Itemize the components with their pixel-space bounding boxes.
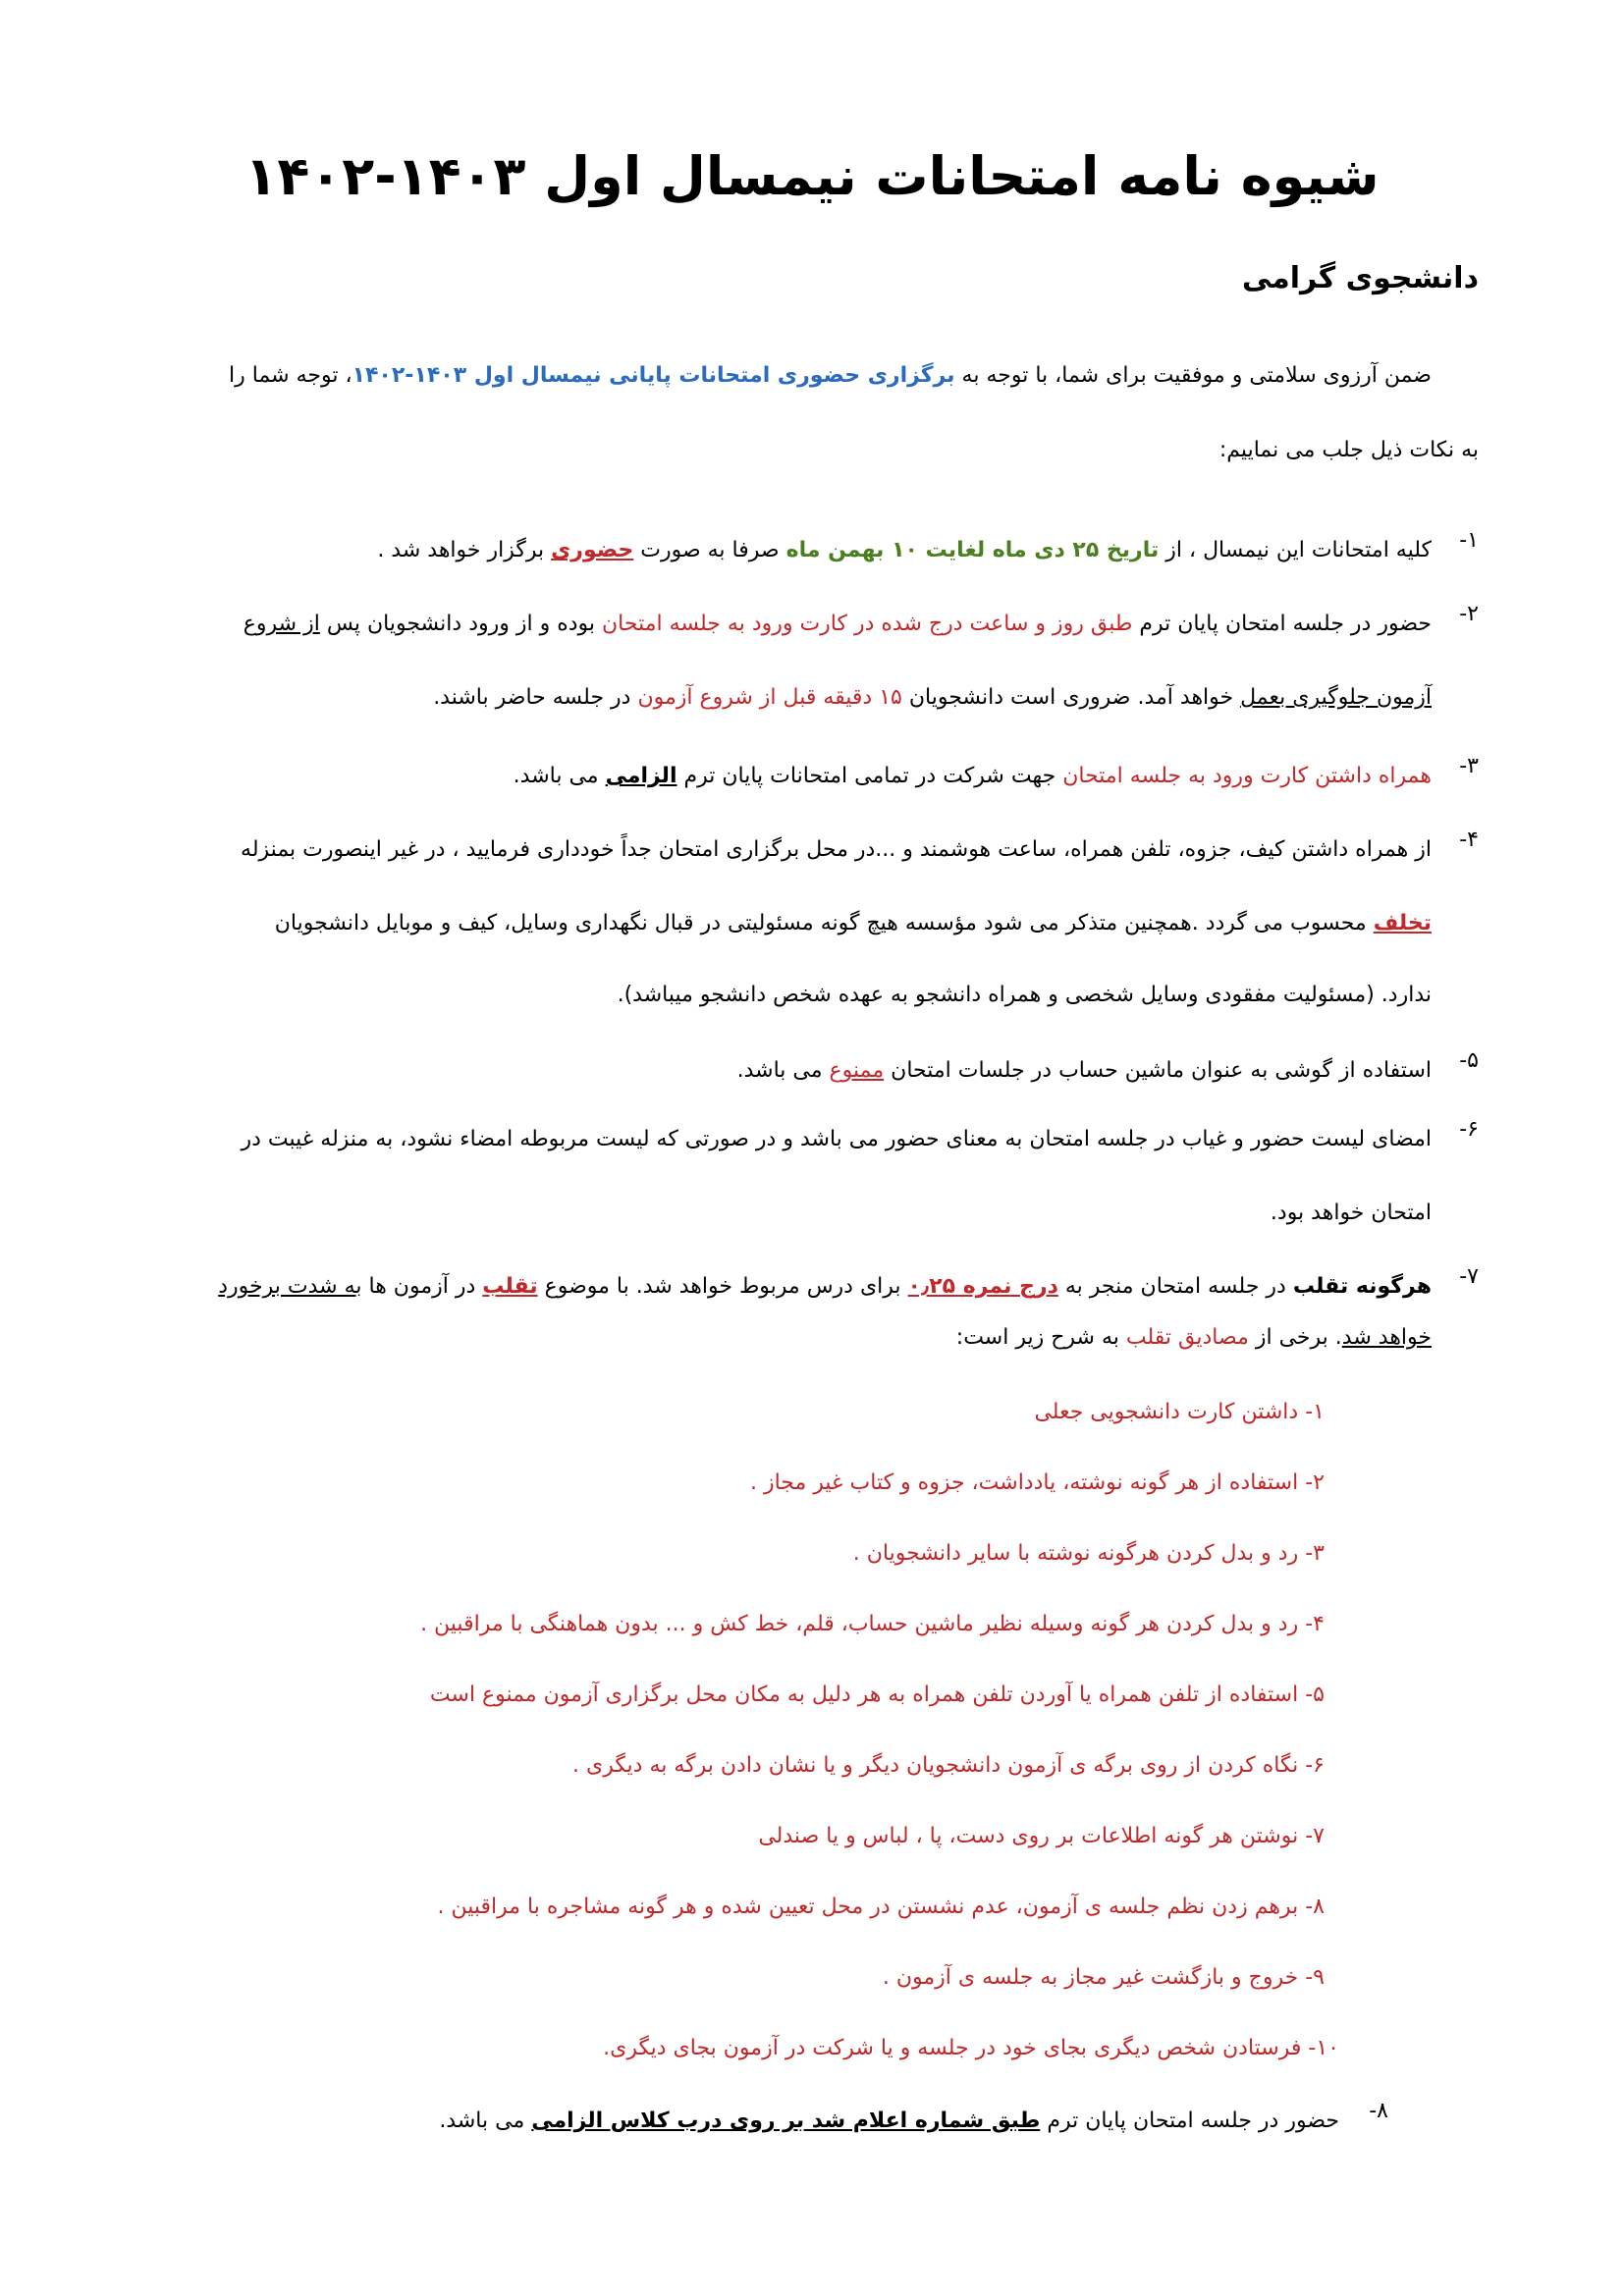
intro-text-a: ضمن آرزوی سلامتی و موفقیت برای شما، با توجه به (954, 363, 1432, 388)
greeting: دانشجوی گرامی (1241, 261, 1479, 295)
item-4-line-2 (275, 913, 1432, 934)
item-3-mandatory: الزامی (605, 764, 677, 788)
item-7-text-b2: . برخی از (1248, 1325, 1342, 1350)
item-3-text-b: جهت شرکت در تمامی امتحانات پایان ترم (677, 764, 1063, 788)
item-4-violation: تخلف (1373, 911, 1432, 935)
example-4-text: رد و بدل کردن هر گونه وسیله نظیر ماشین حساب، قلم، خط کش و ... بدون هماهنگی با مراقبین . (420, 1612, 1299, 1636)
item-8-text-c: می باشد. (439, 2109, 532, 2133)
example-1 (1034, 1402, 1325, 1423)
item-1-number: ۱- (1459, 528, 1479, 553)
item-2-number: ۲- (1459, 602, 1479, 626)
item-7-any-cheating: هرگونه تقلب (1292, 1274, 1432, 1299)
example-2-text: استفاده از هر گونه نوشته، یادداشت، جزوه و کتاب غیر مجاز . (749, 1470, 1299, 1495)
example-7-number: ۷- (1305, 1824, 1325, 1848)
example-10-text: فرستادن شخص دیگری بجای خود در جلسه و یا شرکت در آزمون بجای دیگری. (603, 2036, 1302, 2060)
item-2-prevent: آزمون جلوگیری بعمل (1240, 685, 1432, 710)
item-7-line-1 (218, 1276, 1432, 1298)
item-7-strict: به شدت برخورد (218, 1274, 362, 1299)
item-7-will-be: خواهد شد (1341, 1325, 1432, 1350)
item-1-text-a: کلیه امتحانات این نیمسال ، از (1159, 538, 1432, 562)
item-2-line-1 (244, 614, 1432, 635)
item-7-text-f: در آزمون ها (361, 1274, 483, 1299)
example-9-number: ۹- (1305, 1965, 1325, 1990)
example-5 (430, 1684, 1325, 1706)
item-8-line-1 (439, 2110, 1339, 2132)
example-7-text: نوشتن هر گونه اطلاعات بر روی دست، پا ، لباس و یا صندلی (758, 1824, 1299, 1848)
example-8 (437, 1896, 1325, 1918)
item-6-line-1: امضای لیست حضور و غیاب در جلسه امتحان به معنای حضور می باشد و در صورتی که لیست مربوطه امضاء نشود، به منزله غیبت در (241, 1127, 1432, 1151)
item-2-after-start: از شروع (243, 612, 320, 636)
intro-line-2: به نکات ذیل جلب می نماییم: (1218, 438, 1479, 462)
intro-line-1 (229, 363, 1432, 388)
item-8-text-a: حضور در جلسه امتحان پایان ترم (1040, 2109, 1339, 2133)
item-7-line-2 (956, 1327, 1432, 1349)
item-8-seat-number: طبق شماره اعلام شد بر روی درب کلاس الزامی (531, 2109, 1041, 2133)
example-10 (603, 2038, 1339, 2059)
item-7-text-d2: به شرح زیر است: (955, 1325, 1126, 1350)
item-7-text-b: در جلسه امتحان منجر به (1057, 1274, 1293, 1299)
item-1-in-person: حضوری (551, 538, 634, 562)
item-7-examples: مصادیق تقلب (1125, 1325, 1249, 1350)
item-7-cheating: تقلب (482, 1274, 538, 1299)
intro-text-c: ، توجه شما را (229, 363, 352, 388)
item-5-forbidden: ممنوع (829, 1058, 885, 1083)
example-9 (883, 1967, 1325, 1989)
item-6-line-2: امتحان خواهد بود. (1270, 1201, 1432, 1225)
item-2-15-min: ۱۵ دقیقه قبل از شروع آزمون (637, 685, 902, 710)
example-7 (758, 1826, 1325, 1847)
item-2-text-c: بوده و از ورود دانشجویان پس (319, 612, 603, 636)
example-8-text: برهم زدن نظم جلسه ی آزمون، عدم نشستن در محل تعیین شده و هر گونه مشاجره با مراقبین . (437, 1895, 1299, 1919)
example-3 (853, 1543, 1325, 1565)
item-4-line-1: از همراه داشتن کیف، جزوه، تلفن همراه، ساعت هوشمند و ...در محل برگزاری امتحان جداً خودداری فرمایید ، در غیر اینصورت بمنزله (241, 837, 1432, 862)
item-7-text-d: برای درس مربوط خواهد شد. با موضوع (537, 1274, 908, 1299)
intro-highlight: برگزاری حضوری امتحانات پایانی نیمسال اول ۱۴۰۳-۱۴۰۲ (352, 363, 955, 388)
item-2-text-a: حضور در جلسه امتحان پایان ترم (1132, 612, 1432, 636)
item-3-text-d: می باشد. (513, 764, 606, 788)
item-2-text-b: خواهد آمد. ضروری است دانشجویان (901, 685, 1241, 710)
item-8-number: ۸- (1369, 2099, 1388, 2123)
item-1-text-c: صرفا به صورت (633, 538, 786, 562)
item-4-line-3: ندارد. (مسئولیت مفقودی وسایل شخصی و همراه دانشجو به عهده شخص دانشجو میباشد). (617, 983, 1432, 1007)
example-10-number: ۱۰- (1308, 2036, 1339, 2060)
item-1-text-e: برگزار خواهد شد . (377, 538, 552, 562)
example-6-number: ۶- (1305, 1753, 1325, 1778)
example-8-number: ۸- (1305, 1895, 1325, 1919)
example-5-text: استفاده از تلفن همراه یا آوردن تلفن همراه به هر دلیل به مکان محل برگزاری آزمون ممنوع است (429, 1682, 1299, 1707)
item-7-number: ۷- (1459, 1264, 1479, 1289)
item-2-line-2 (433, 687, 1432, 709)
item-4-number: ۴- (1459, 828, 1479, 852)
item-5-text-c: می باشد. (736, 1058, 830, 1083)
example-2-number: ۲- (1305, 1470, 1325, 1495)
example-5-number: ۵- (1305, 1682, 1325, 1707)
item-3-number: ۳- (1459, 754, 1479, 778)
example-1-number: ۱- (1305, 1400, 1325, 1424)
item-3-line-1 (514, 766, 1432, 787)
example-4 (420, 1614, 1325, 1635)
document-title: شیوه نامه امتحانات نیمسال اول ۱۴۰۳-۱۴۰۲ (244, 145, 1380, 207)
item-3-entry-card: همراه داشتن کارت ورود به جلسه امتحان (1062, 764, 1432, 788)
example-9-text: خروج و بازگشت غیر مجاز به جلسه ی آزمون . (882, 1965, 1299, 1990)
item-5-text-a: استفاده از گوشی به عنوان ماشین حساب در جلسات امتحان (884, 1058, 1432, 1083)
item-6-number: ۶- (1459, 1117, 1479, 1142)
item-2-text-d: در جلسه حاضر باشند. (433, 685, 638, 710)
example-4-number: ۴- (1305, 1612, 1325, 1636)
item-1-date-range: تاریخ ۲۵ دی ماه لغایت ۱۰ بهمن ماه (785, 538, 1160, 562)
example-6 (572, 1755, 1325, 1777)
example-1-text: داشتن کارت دانشجویی جعلی (1034, 1400, 1299, 1424)
item-1-line-1 (377, 540, 1432, 561)
example-3-number: ۳- (1305, 1541, 1325, 1566)
item-5-line-1 (737, 1060, 1432, 1082)
item-2-schedule-note: طبق روز و ساعت درج شده در کارت ورود به جلسه امتحان (602, 612, 1133, 636)
example-6-text: نگاه کردن از روی برگه ی آزمون دانشجویان دیگر و یا نشان دادن برگه به دیگری . (572, 1753, 1299, 1778)
item-5-number: ۵- (1459, 1048, 1479, 1073)
item-4-text-b: محسوب می گردد .همچنین متذکر می شود مؤسسه هیچ گونه مسئولیتی در قبال نگهداری وسایل، کیف و موبایل دانشجویان (274, 911, 1374, 935)
example-2 (750, 1472, 1325, 1494)
example-3-text: رد و بدل کردن هرگونه نوشته با سایر دانشجویان . (852, 1541, 1299, 1566)
item-7-grade: درج نمره ۰٫۲۵ (907, 1274, 1058, 1299)
